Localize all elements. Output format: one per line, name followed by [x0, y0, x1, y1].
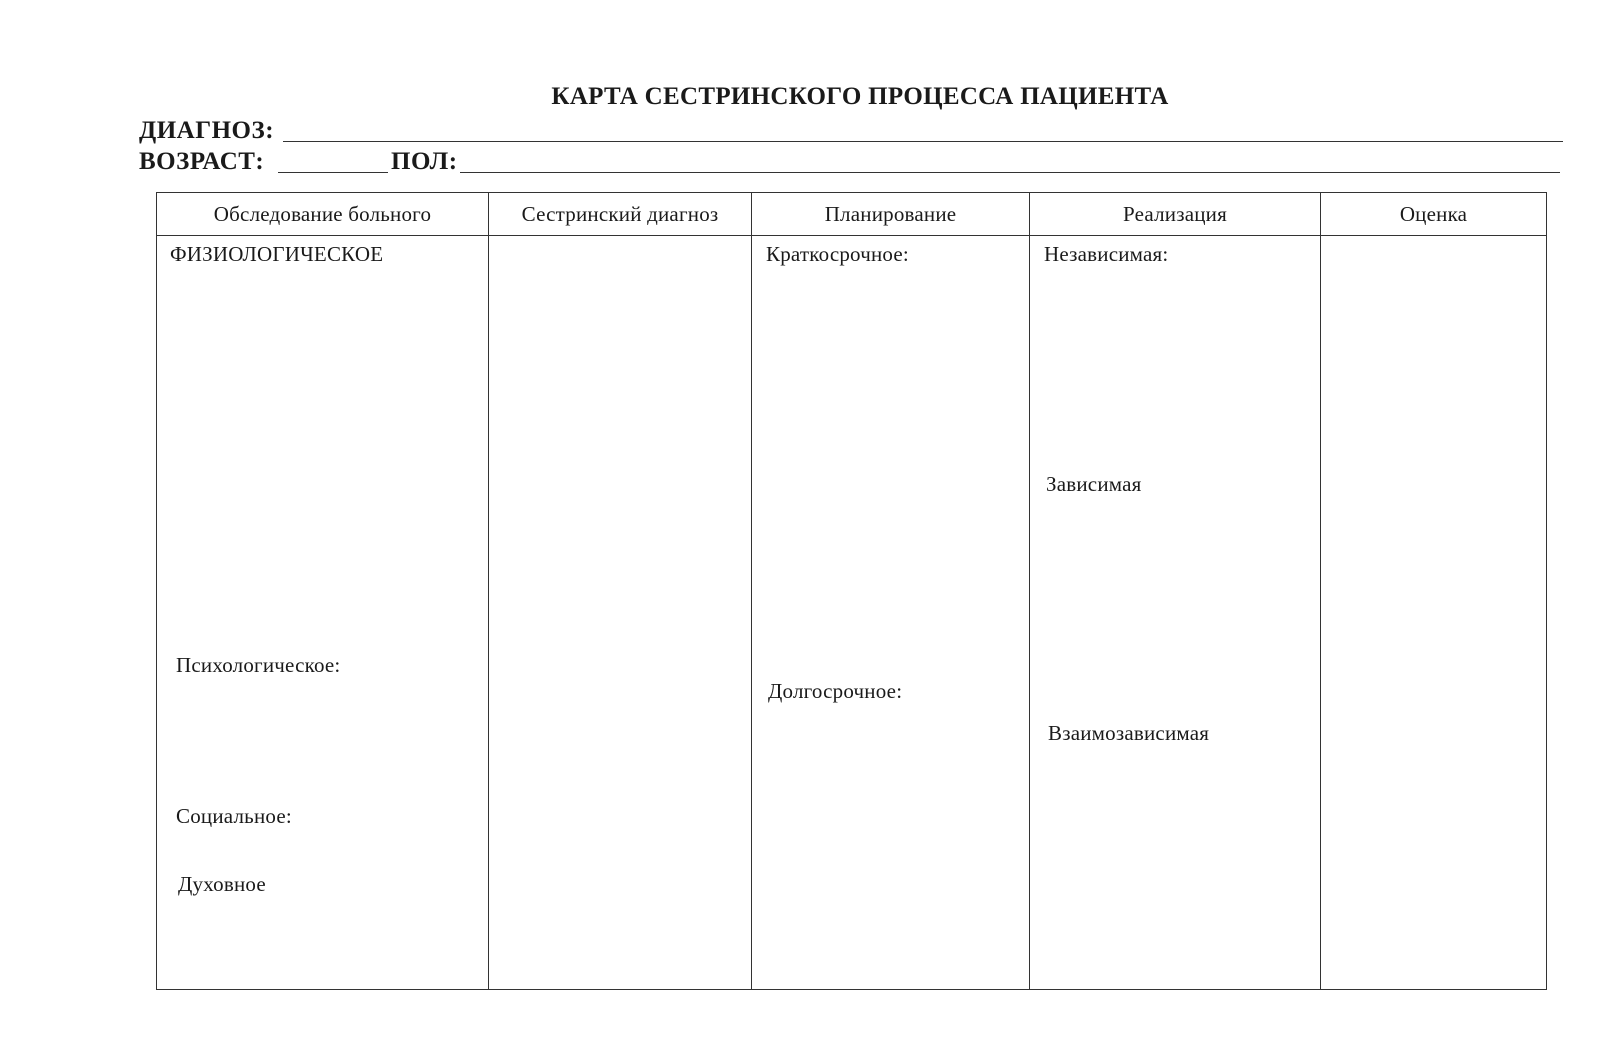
header-evaluation: Оценка: [1321, 193, 1547, 236]
label-psychological: Психологическое:: [176, 653, 341, 677]
nursing-process-table: [156, 192, 1547, 990]
age-field[interactable]: [278, 172, 388, 173]
implementation-cell[interactable]: [1030, 236, 1321, 990]
table-header-row: [157, 193, 1547, 236]
header-planning: Планирование: [752, 193, 1030, 236]
page-title: КАРТА СЕСТРИНСКОГО ПРОЦЕССА ПАЦИЕНТА: [551, 83, 1169, 110]
diagnosis-field[interactable]: [283, 141, 1563, 142]
evaluation-cell[interactable]: [1321, 236, 1547, 990]
label-long-term: Долгосрочное:: [768, 679, 903, 703]
label-independent: Независимая:: [1044, 242, 1169, 266]
sex-field[interactable]: [460, 172, 1560, 173]
header-nursing-diagnosis: Сестринский диагноз: [489, 193, 752, 236]
label-dependent: Зависимая: [1046, 472, 1142, 496]
label-short-term: Краткосрочное:: [766, 242, 909, 266]
age-label: ВОЗРАСТ:: [139, 148, 265, 175]
label-social: Социальное:: [176, 804, 292, 828]
header-examination: Обследование больного: [157, 193, 489, 236]
label-physiological: ФИЗИОЛОГИЧЕСКОЕ: [170, 242, 384, 266]
diagnosis-label: ДИАГНОЗ:: [139, 117, 275, 144]
sex-label: ПОЛ:: [391, 148, 458, 175]
examination-cell[interactable]: [157, 236, 489, 990]
header-implementation: Реализация: [1030, 193, 1321, 236]
table-body-row: [157, 236, 1547, 990]
planning-cell[interactable]: [752, 236, 1030, 990]
label-interdependent: Взаимозависимая: [1048, 721, 1210, 745]
nursing-diagnosis-cell[interactable]: [489, 236, 752, 990]
label-spiritual: Духовное: [178, 872, 266, 896]
